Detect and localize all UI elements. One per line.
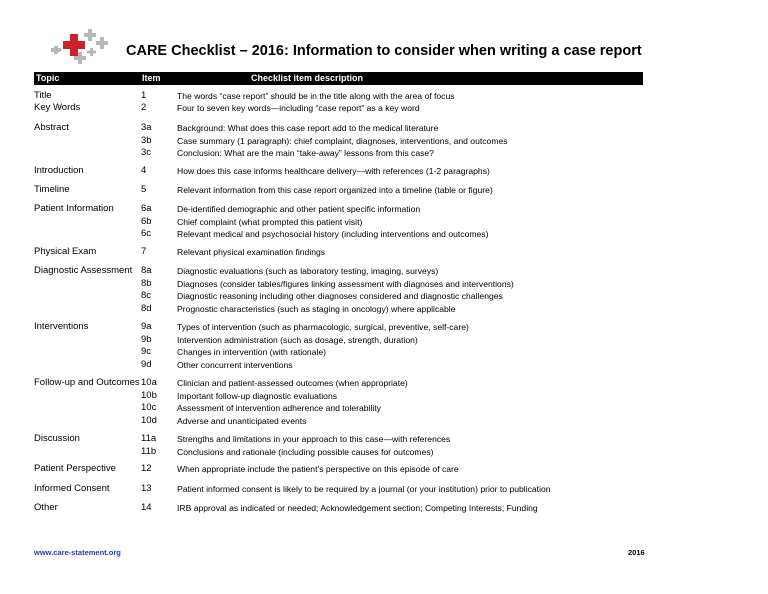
item-description: Conclusion: What are the main “take-away” lessons from this case? xyxy=(177,148,434,158)
table-header xyxy=(34,72,643,85)
item-number: 1 xyxy=(141,90,147,101)
item-description: Changes in intervention (with rationale) xyxy=(177,347,327,357)
item-number: 7 xyxy=(141,246,147,257)
item-number: 3a xyxy=(141,122,152,133)
row-items xyxy=(141,377,177,427)
item-description: Patient informed consent is likely to be required by a journal (or your institution) prior to publication xyxy=(177,484,551,494)
item-number: 10a xyxy=(141,377,157,388)
item-number: 3b xyxy=(141,134,152,146)
row-items xyxy=(141,203,177,241)
row-items xyxy=(141,483,177,496)
item-number: 8d xyxy=(141,302,152,314)
item-number: 6c xyxy=(141,228,152,239)
row-topic: Patient Perspective xyxy=(34,463,116,474)
item-description: IRB approval as indicated or needed; Acknowledgement section; Competing Interests; Funding xyxy=(177,503,538,513)
column-header-topic: Topic xyxy=(36,73,60,83)
item-description: Other concurrent interventions xyxy=(177,359,293,370)
item-number: 6a xyxy=(141,203,152,214)
page-title: CARE Checklist – 2016: Information to consider when writing a case report xyxy=(126,43,642,59)
item-description: Diagnostic evaluations (such as laboratory testing, imaging, surveys) xyxy=(177,266,439,276)
item-number: 6b xyxy=(141,215,152,227)
row-topic: Follow-up and Outcomes xyxy=(34,377,140,388)
item-number: 9a xyxy=(141,321,152,332)
item-number: 14 xyxy=(141,502,152,513)
row-items xyxy=(141,321,177,371)
row-descriptions xyxy=(177,102,647,115)
footer-year: 2016 xyxy=(628,548,645,557)
row-descriptions xyxy=(177,483,647,496)
row-descriptions xyxy=(177,165,647,178)
item-number: 4 xyxy=(141,165,147,176)
item-number: 3c xyxy=(141,147,152,158)
item-number: 9d xyxy=(141,358,152,370)
footer-link[interactable]: www.care-statement.org xyxy=(34,548,121,557)
item-description: When appropriate include the patient’s perspective on this episode of care xyxy=(177,464,459,474)
item-description: Diagnoses (consider tables/figures linking assessment with diagnoses and interventions) xyxy=(177,278,514,289)
item-description: Four to seven key words—including “case report” as a key word xyxy=(177,103,420,113)
row-items xyxy=(141,433,177,458)
row-descriptions xyxy=(177,265,647,315)
item-description: The words “case report” should be in the title along with the area of focus xyxy=(177,91,455,101)
item-number: 10b xyxy=(141,389,157,401)
item-number: 13 xyxy=(141,483,152,494)
item-description: Diagnostic reasoning including other diagnoses considered and diagnostic challenges xyxy=(177,291,503,301)
item-number: 8b xyxy=(141,277,152,289)
item-number: 8a xyxy=(141,265,152,276)
item-number: 12 xyxy=(141,463,152,474)
row-topic: Interventions xyxy=(34,321,89,332)
item-description: Intervention administration (such as dosage, strength, duration) xyxy=(177,334,418,345)
row-descriptions xyxy=(177,321,647,371)
item-description: Chief complaint (what prompted this patient visit) xyxy=(177,216,363,227)
item-description: Types of intervention (such as pharmacologic, surgical, preventive, self-care) xyxy=(177,322,469,332)
item-number: 8c xyxy=(141,290,152,301)
care-logo-icon xyxy=(50,28,110,66)
row-descriptions xyxy=(177,122,647,160)
row-items xyxy=(141,265,177,315)
item-description: Relevant physical examination findings xyxy=(177,247,326,257)
row-topic: Key Words xyxy=(34,102,81,113)
row-items xyxy=(141,184,177,197)
row-descriptions xyxy=(177,90,647,103)
row-items xyxy=(141,90,177,103)
row-descriptions xyxy=(177,433,647,458)
row-items xyxy=(141,502,177,515)
row-descriptions xyxy=(177,463,647,476)
item-number: 10d xyxy=(141,414,157,426)
item-number: 10c xyxy=(141,402,157,413)
column-header-item: Item xyxy=(142,73,161,83)
row-descriptions xyxy=(177,246,647,259)
row-items xyxy=(141,246,177,259)
row-descriptions xyxy=(177,203,647,241)
item-number: 5 xyxy=(141,184,147,195)
item-description: Adverse and unanticipated events xyxy=(177,415,307,426)
item-description: Assessment of intervention adherence and tolerability xyxy=(177,403,381,413)
item-description: How does this case informs healthcare delivery—with references (1-2 paragraphs) xyxy=(177,166,490,176)
row-topic: Discussion xyxy=(34,433,80,444)
row-items xyxy=(141,102,177,115)
row-items xyxy=(141,122,177,160)
row-topic: Timeline xyxy=(34,184,70,195)
item-description: Case summary (1 paragraph): chief complaint, diagnoses, interventions, and outcomes xyxy=(177,135,508,146)
item-description: Background: What does this case report add to the medical literature xyxy=(177,123,439,133)
row-topic: Abstract xyxy=(34,122,69,133)
row-topic: Introduction xyxy=(34,165,84,176)
item-description: Important follow-up diagnostic evaluations xyxy=(177,390,338,401)
item-number: 9b xyxy=(141,333,152,345)
item-description: De-identified demographic and other patient specific information xyxy=(177,204,421,214)
row-topic: Patient Information xyxy=(34,203,114,214)
row-descriptions xyxy=(177,502,647,515)
row-items xyxy=(141,165,177,178)
item-description: Relevant information from this case report organized into a timeline (table or figure) xyxy=(177,185,493,195)
item-description: Strengths and limitations in your approach to this case—with references xyxy=(177,434,451,444)
row-descriptions xyxy=(177,184,647,197)
row-topic: Title xyxy=(34,90,52,101)
item-description: Prognostic characteristics (such as staging in oncology) where applicable xyxy=(177,303,456,314)
item-number: 9c xyxy=(141,346,152,357)
column-header-description: Checklist item description xyxy=(251,73,364,83)
item-number: 2 xyxy=(141,102,147,113)
row-topic: Physical Exam xyxy=(34,246,97,257)
item-description: Clinician and patient-assessed outcomes (when appropriate) xyxy=(177,378,408,388)
item-number: 11b xyxy=(141,445,157,457)
item-number: 11a xyxy=(141,433,157,444)
item-description: Conclusions and rationale (including possible causes for outcomes) xyxy=(177,446,434,457)
row-topic: Diagnostic Assessment xyxy=(34,265,133,276)
row-descriptions xyxy=(177,377,647,427)
row-topic: Other xyxy=(34,502,58,513)
row-items xyxy=(141,463,177,476)
item-description: Relevant medical and psychosocial history (including interventions and outcomes) xyxy=(177,229,489,239)
row-topic: Informed Consent xyxy=(34,483,110,494)
